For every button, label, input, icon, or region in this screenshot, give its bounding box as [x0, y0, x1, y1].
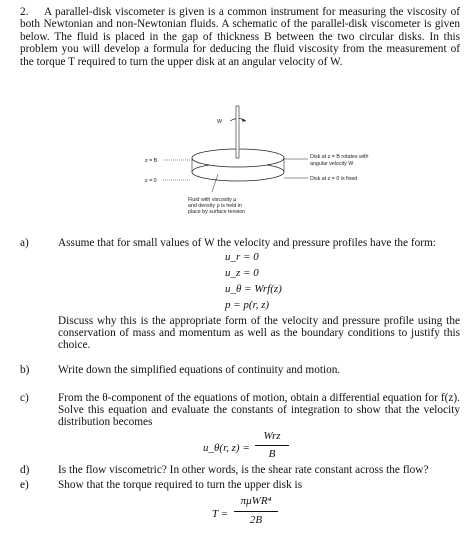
- z-bottom-label: z = 0: [145, 178, 157, 184]
- velocity-solution-fraction-bar: [255, 445, 289, 446]
- torque-numerator: πμWR⁴: [240, 495, 272, 507]
- problem-intro-text: A parallel-disk viscometer is given is a common instrument for measuring the viscosity of both Newtonian and non-Newtonian fluids. A schematic of the parallel-disk viscometer is given below. The fluid is placed in the gap of thickness B between the two circular disks. In this problem you will develop a formula for deducing the fluid viscosity from the measurement of the torque T required to turn the upper disk at an angular velocity of W.: [20, 6, 460, 68]
- equation-uz: u_z = 0: [225, 267, 259, 279]
- part-c-label: c): [20, 392, 29, 404]
- problem-intro: [20, 6, 460, 68]
- part-a-text: Assume that for small values of W the velocity and pressure profiles have the form:: [58, 237, 436, 249]
- fluid-note-2: and density ρ is held in: [188, 203, 242, 209]
- part-e-label: e): [20, 479, 29, 491]
- part-b-text: Write down the simplified equations of continuity and motion.: [58, 364, 341, 376]
- torque-denominator: 2B: [249, 514, 263, 526]
- velocity-solution-numerator: Wrz: [263, 430, 281, 442]
- part-a-label: a): [20, 237, 29, 249]
- shaft: [236, 106, 239, 158]
- problem-number: 2.: [20, 6, 29, 18]
- rotation-arrowhead: [242, 118, 246, 122]
- part-d-label: d): [20, 464, 30, 476]
- fluid-note-3: place by surface tension: [188, 209, 246, 215]
- velocity-solution-denominator: B: [268, 448, 276, 460]
- fluid-note-1: Fluid with viscosity μ: [188, 197, 237, 203]
- part-b-label: b): [20, 364, 30, 376]
- viscometer-schematic: [145, 104, 410, 228]
- equation-pressure: p = p(r, z): [225, 299, 270, 311]
- equation-utheta: u_θ = Wrf(z): [225, 283, 282, 295]
- equation-ur: u_r = 0: [225, 251, 259, 263]
- torque-lhs: T =: [212, 508, 229, 520]
- velocity-solution-lhs: u_θ(r, z) =: [203, 442, 250, 454]
- angular-velocity-label: W: [217, 119, 222, 125]
- part-c-text: From the θ-component of the equations of motion, obtain a differential equation for f(z). Solve this equation and evaluate the constants of integration to show that the velocity distribution becomes: [58, 392, 460, 429]
- part-e-text: Show that the torque required to turn the upper disk is: [58, 479, 303, 491]
- part-a-discussion: Discuss why this is the appropriate form of the velocity and pressure profile using the conservation of mass and momentum as well as the boundary conditions to justify this choice.: [58, 315, 460, 352]
- upper-disk-note-1: Disk at z = B rotates with: [310, 154, 369, 160]
- part-d-text: Is the flow viscometric? In other words, is the shear rate constant across the flow?: [58, 464, 429, 476]
- torque-fraction-bar: [234, 511, 278, 512]
- lower-disk-note: Disk at z = 0 is fixed: [310, 176, 358, 182]
- upper-disk-note-2: angular velocity W: [310, 161, 354, 167]
- z-top-label: z = B: [145, 158, 158, 164]
